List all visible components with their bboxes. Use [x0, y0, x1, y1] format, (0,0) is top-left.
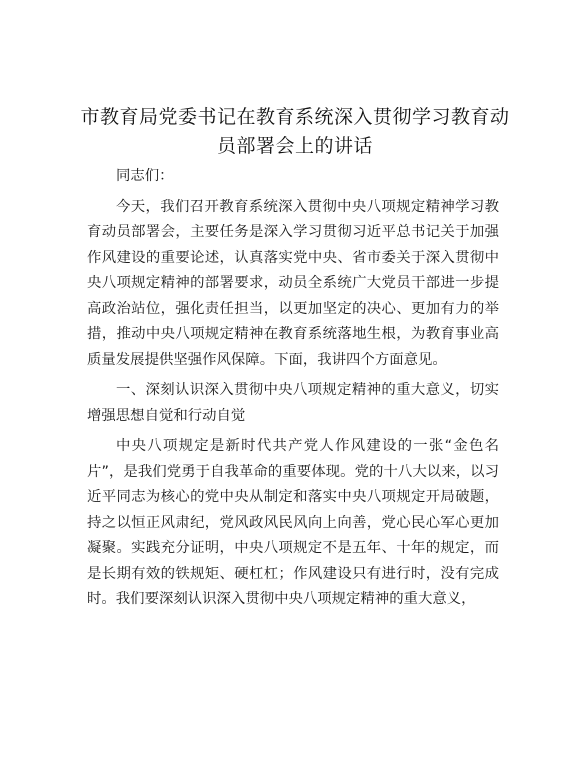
section-paragraph: 中央八项规定是新时代共产党人作风建设的一张“金色名片”，是我们党勇于自我革命的重要体现。党的十八大以来，以习近平同志为核心的党中央从制定和落实中央八项规定开局破题，持之以恒正风肃纪，党风政风民风向上向善，党心民心军心更加凝聚。实践充分证明，中央八项规定不是五年、十年的规定，而是长期有效的铁规矩、硬杠杠；作风建设只有进行时，没有完成时。我们要深刻认识深入贯彻中央八项规定精神的重大意义，: [87, 438, 499, 607]
section-heading: 一、深刻认识深入贯彻中央八项规定精神的重大意义，切实增强思想自觉和行动自觉: [87, 382, 499, 424]
document-title: 市教育局党委书记在教育系统深入贯彻学习教育动员部署会上的讲话: [80, 106, 510, 157]
document-body: [87, 164, 499, 613]
intro-paragraph: 今天，我们召开教育系统深入贯彻中央八项规定精神学习教育动员部署会，主要任务是深入学习贯彻习近平总书记关于加强作风建设的重要论述，认真落实党中央、省市委关于深入贯彻中央八项规定精神的部署要求，动员全系统广大党员干部进一步提高政治站位，强化责任担当，以更加坚定的决心、更加有力的举措，推动中央八项规定精神在教育系统落地生根，为教育事业高质量发展提供坚强作风保障。下面，我讲四个方面意见。: [87, 198, 499, 368]
salutation: 同志们：: [116, 168, 174, 184]
